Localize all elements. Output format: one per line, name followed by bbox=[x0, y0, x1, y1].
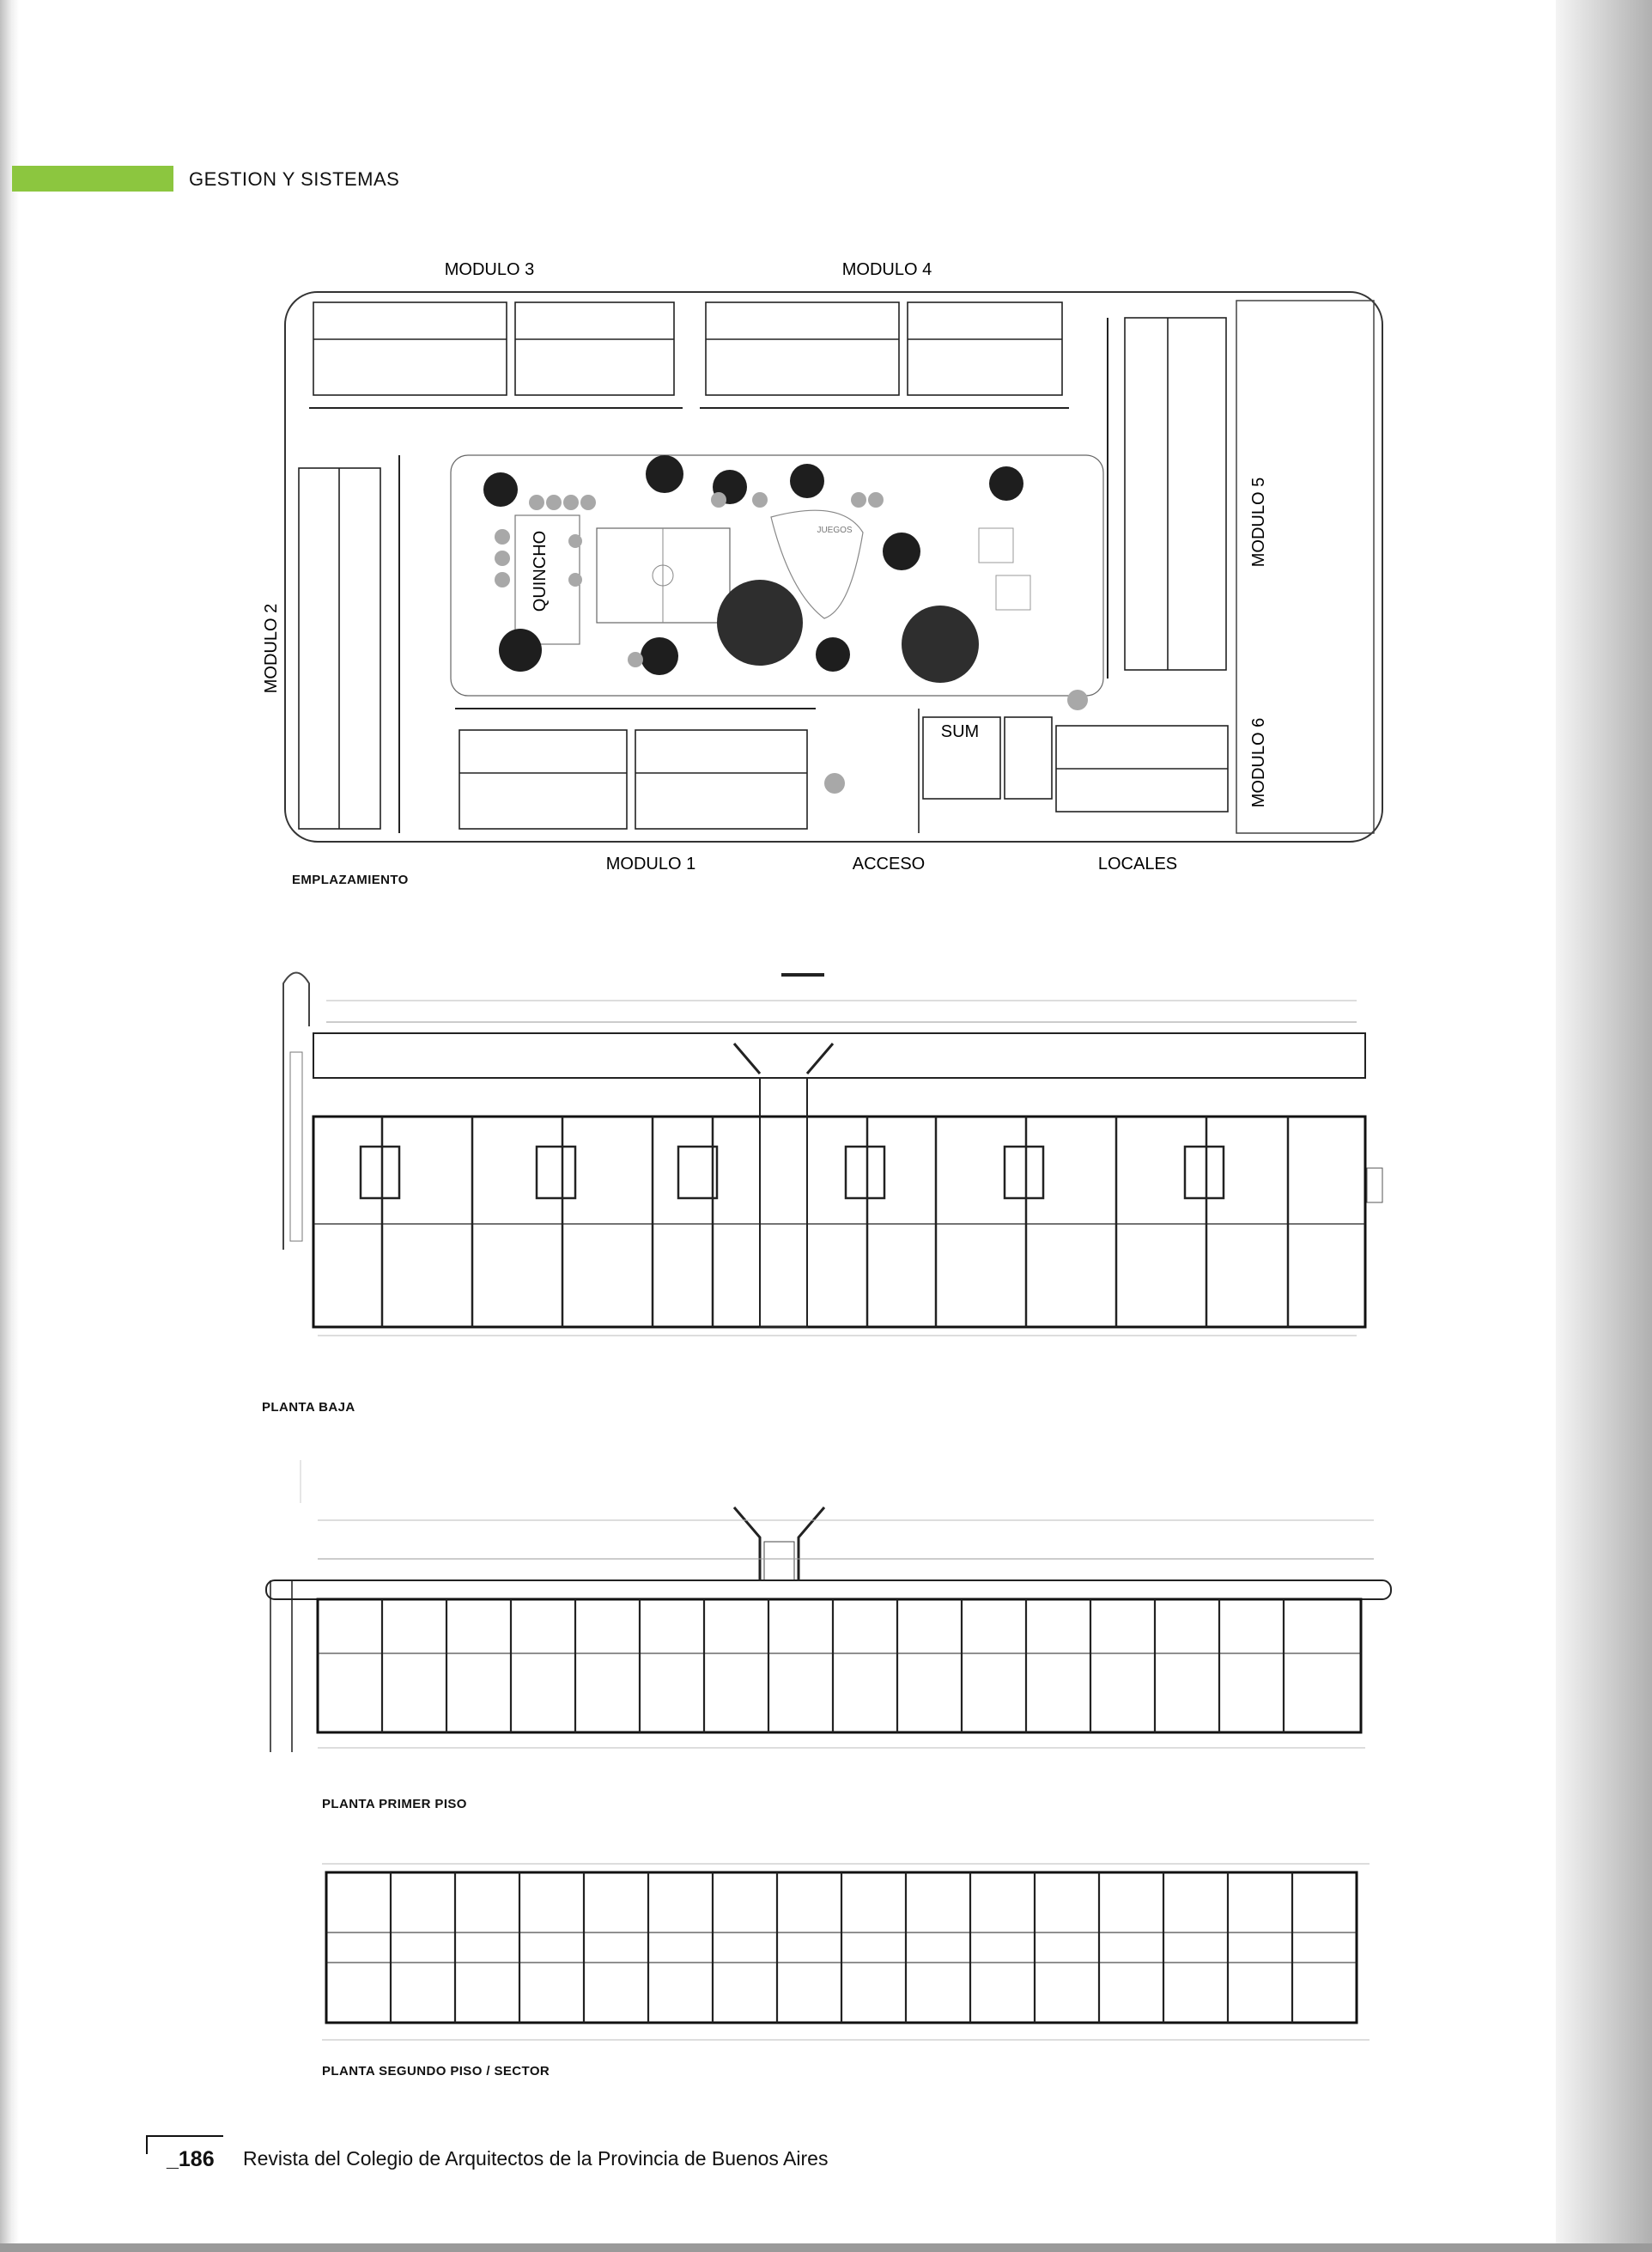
journal-title: Revista del Colegio de Arquitectos de la Provincia de Buenos Aires bbox=[243, 2147, 829, 2170]
page-gutter-shadow bbox=[0, 0, 19, 2252]
first-floor-stair bbox=[764, 1542, 794, 1580]
caption-planta-baja: PLANTA BAJA bbox=[262, 1400, 355, 1415]
label-locales: LOCALES bbox=[1097, 855, 1178, 873]
first-floor-core bbox=[734, 1507, 824, 1580]
label-modulo-4: MODULO 4 bbox=[841, 260, 932, 279]
label-modulo-5: MODULO 5 bbox=[1249, 477, 1268, 568]
modulo-4-block bbox=[700, 302, 1069, 408]
modulo-5-block bbox=[1108, 318, 1226, 679]
ground-floor-plan bbox=[232, 966, 1400, 1361]
first-floor-plan bbox=[258, 1452, 1400, 1778]
second-floor-units bbox=[326, 1872, 1357, 2023]
pavilion-b bbox=[996, 575, 1030, 610]
first-floor-units bbox=[318, 1599, 1361, 1732]
gallery bbox=[313, 1033, 1365, 1078]
footer-rule bbox=[146, 2135, 223, 2137]
pavilion-a bbox=[979, 528, 1013, 563]
label-sum: SUM bbox=[940, 722, 980, 741]
second-floor-plan bbox=[305, 1847, 1395, 2070]
site-boundary bbox=[285, 292, 1382, 842]
modulo-1-block bbox=[455, 709, 816, 829]
access-ramp bbox=[283, 973, 309, 1251]
modulo-2-block bbox=[299, 455, 399, 833]
side-stair bbox=[1367, 1168, 1382, 1202]
label-modulo-3: MODULO 3 bbox=[444, 260, 535, 279]
caption-emplazamiento: EMPLAZAMIENTO bbox=[292, 873, 409, 887]
first-floor-corridor bbox=[266, 1580, 1391, 1599]
facing-page-edge bbox=[1556, 0, 1652, 2252]
label-modulo-6: MODULO 6 bbox=[1249, 717, 1268, 808]
ramp-outline bbox=[270, 1580, 292, 1752]
section-title: GESTION Y SISTEMAS bbox=[189, 168, 400, 190]
caption-planta-segundo-piso: PLANTA SEGUNDO PISO / SECTOR bbox=[322, 2064, 550, 2079]
label-acceso: ACCESO bbox=[852, 855, 926, 873]
label-modulo-2: MODULO 2 bbox=[262, 603, 281, 694]
core-walls bbox=[734, 1044, 833, 1074]
modulo-3-block bbox=[309, 302, 683, 408]
caption-planta-primer-piso: PLANTA PRIMER PISO bbox=[322, 1797, 467, 1811]
site-plan-drawing bbox=[258, 249, 1400, 876]
footer-rule-vertical bbox=[146, 2135, 148, 2154]
label-quincho: QUINCHO bbox=[531, 530, 550, 612]
page-bottom-edge bbox=[0, 2243, 1652, 2252]
first-floor-body bbox=[318, 1599, 1361, 1732]
label-juegos: JUEGOS bbox=[817, 526, 853, 535]
label-modulo-1: MODULO 1 bbox=[605, 855, 696, 873]
ground-floor-units bbox=[313, 1117, 1365, 1327]
tree-large-center bbox=[717, 580, 979, 683]
ramp-slope bbox=[290, 1052, 302, 1241]
page-number: _186 bbox=[167, 2147, 215, 2171]
section-accent-bar bbox=[12, 166, 173, 192]
